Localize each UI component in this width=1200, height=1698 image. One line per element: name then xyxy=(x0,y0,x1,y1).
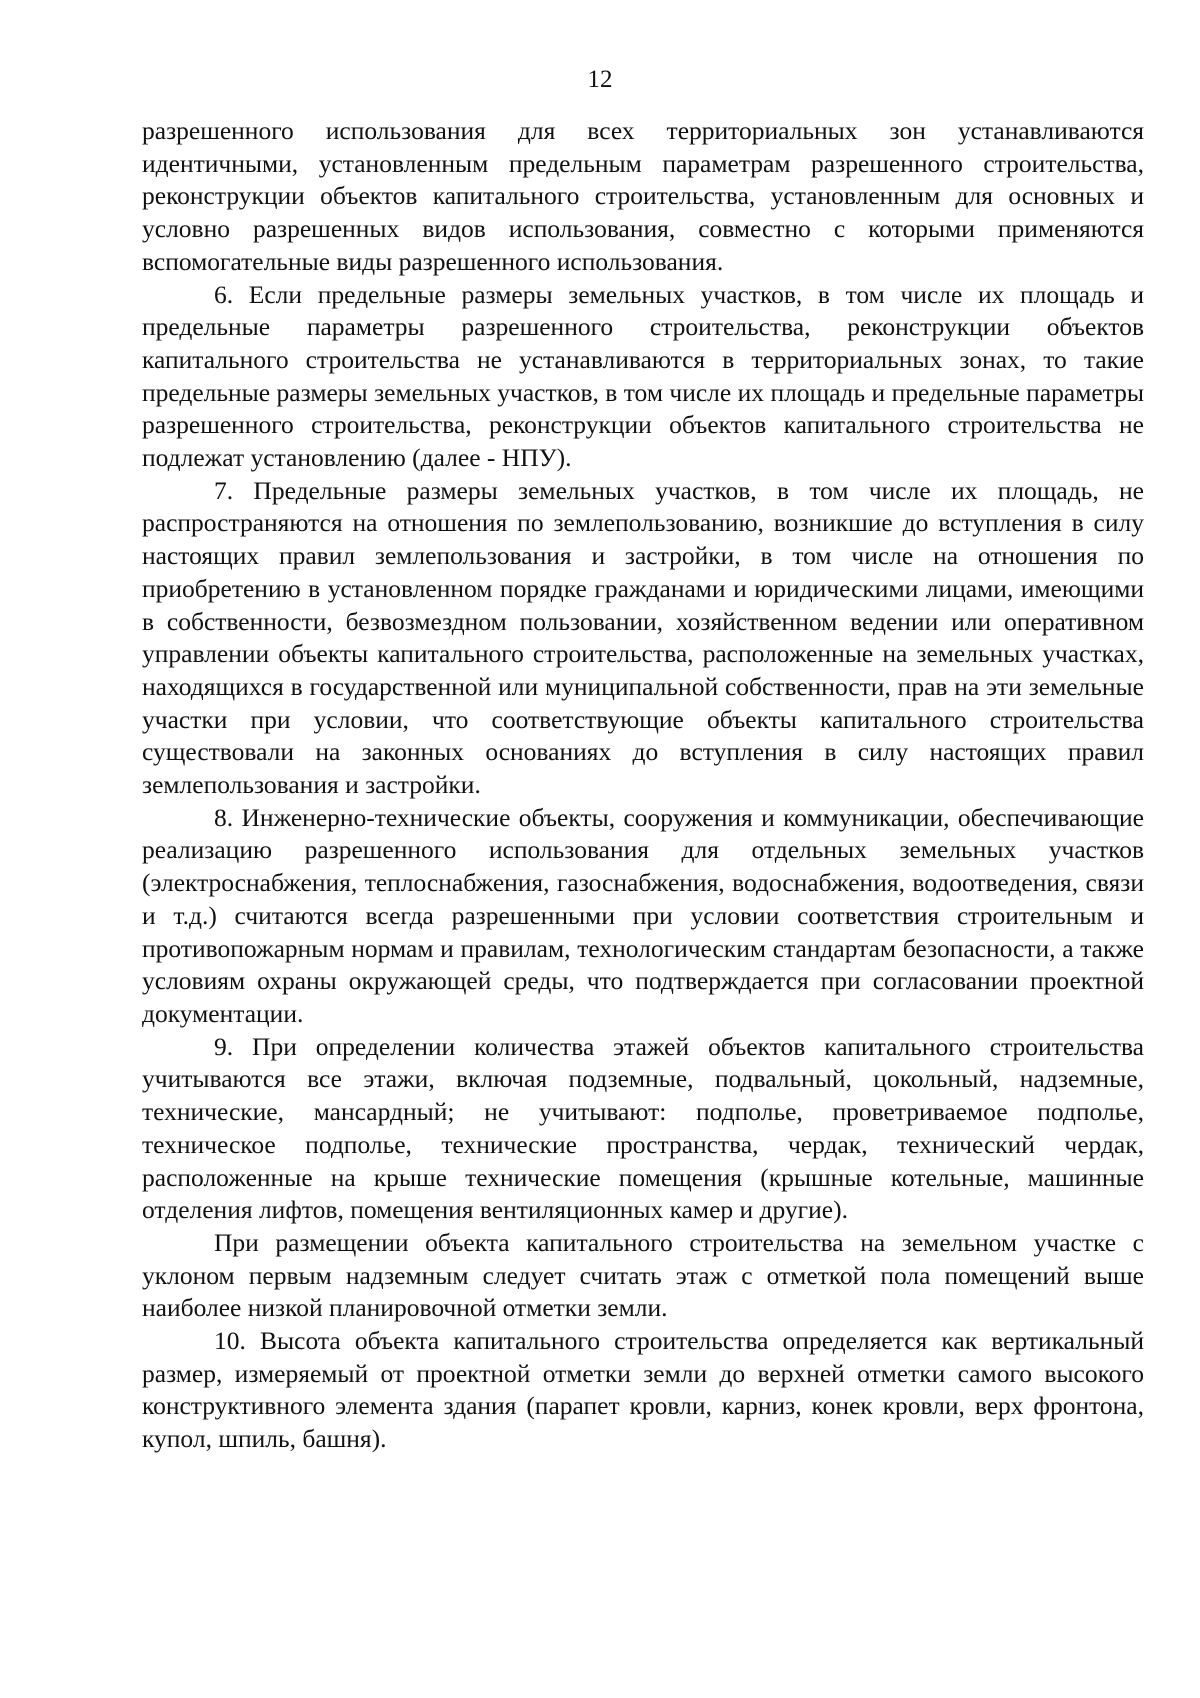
paragraph-continuation: разрешенного использования для всех территориальных зон устанавливаются идентичными, установленным предельным параметрам разрешенного строительства, реконструкции объектов капитального строительства, установленным для основных и условно разрешенных видов использования, совместно с которыми применяются вспомогательные виды разрешенного использования. xyxy=(142,116,1144,276)
paragraph-item-9: 9. При определении количества этажей объектов капитального строительства учитываются все этажи, включая подземные, подвальный, цокольный, надземные, технические, мансардный; не учитывают: подполье, проветриваемое подполье, техническое подполье, технические пространства, чердак, технический чердак, расположенные на крыше технические помещения (крышные котельные, машинные отделения лифтов, помещения вентиляционных камер и другие). xyxy=(142,1031,1144,1225)
document-body xyxy=(142,115,1144,1456)
paragraph-item-10: 10. Высота объекта капитального строительства определяется как вертикальный размер, измеряемый от проектной отметки земли до верхней отметки самого высокого конструктивного элемента здания (парапет кровли, карниз, конек кровли, верх фронтона, купол, шпиль, башня). xyxy=(142,1326,1144,1454)
paragraph-item-8: 8. Инженерно-технические объекты, сооружения и коммуникации, обеспечивающие реализацию разрешенного использования для отдельных земельных участков (электроснабжения, теплоснабжения, газоснабжения, водоснабжения, водоотведения, связи и т.д.) считаются всегда разрешенными при условии соответствия строительным и противопожарным нормам и правилам, технологическим стандартам безопасности, а также условиям охраны окружающей среды, что подтверждается при согласовании проектной документации. xyxy=(142,802,1144,1028)
paragraph-item-7: 7. Предельные размеры земельных участков, в том числе их площадь, не распространяются на отношения по землепользованию, возникшие до вступления в силу настоящих правил землепользования и застройки, в том числе на отношения по приобретению в установленном порядке гражданами и юридическими лицами, имеющими в собственности, безвозмездном пользовании, хозяйственном ведении или оперативном управлении объекты капитального строительства, расположенные на земельных участках, находящихся в государственной или муниципальной собственности, прав на эти земельные участки при условии, что соответствующие объекты капитального строительства существовали на законных основаниях до вступления в силу настоящих правил землепользования и застройки. xyxy=(142,475,1144,800)
page-number: 12 xyxy=(587,66,613,93)
paragraph-slope-note: При размещении объекта капитального строительства на земельном участке с уклоном первым надземным следует считать этаж с отметкой пола помещений выше наиболее низкой планировочной отметки земли. xyxy=(142,1227,1144,1323)
paragraph-item-6: 6. Если предельные размеры земельных участков, в том числе их площадь и предельные параметры разрешенного строительства, реконструкции объектов капитального строительства не устанавливаются в территориальных зонах, то такие предельные размеры земельных участков, в том числе их площадь и предельные параметры разрешенного строительства, реконструкции объектов капитального строительства не подлежат установлению (далее - НПУ). xyxy=(142,279,1144,473)
